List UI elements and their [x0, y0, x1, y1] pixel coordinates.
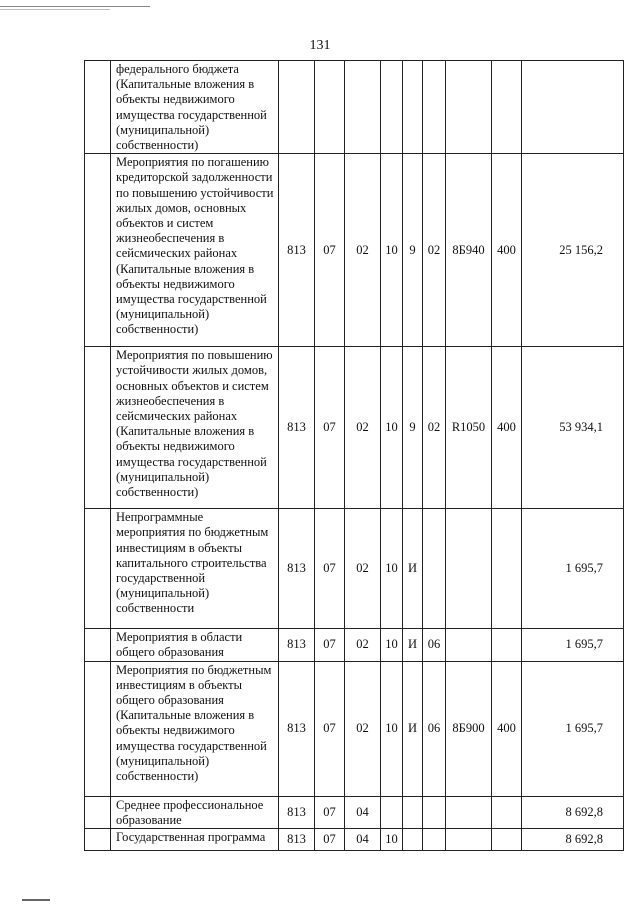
table-row: [85, 154, 624, 347]
vr-cell: [492, 796, 522, 828]
grbs-cell: 813: [279, 509, 315, 629]
vr-cell: [492, 829, 522, 851]
subprogram-code-cell: [403, 61, 423, 154]
rz-cell: 07: [315, 629, 345, 661]
grbs-cell: 813: [279, 661, 315, 796]
amount-cell: 53 934,1: [522, 347, 624, 509]
page-number: 131: [309, 38, 331, 53]
amount-cell: 25 156,2: [522, 154, 624, 347]
table-row: [85, 347, 624, 509]
subprogram-code-cell: И: [403, 509, 423, 629]
amount-cell: 1 695,7: [522, 509, 624, 629]
subprogram-code-cell: 9: [403, 154, 423, 347]
vr-cell: 400: [492, 347, 522, 509]
row-name: Мероприятия по погашению кредиторской задолженности по повышению устойчивости жилых домов, основных объектов и систем жизнеобеспечения в сейсмических районах (Капитальные вложения в объекты недвижимого имущества государственной (муниципальной) собственности): [111, 154, 279, 347]
pr-cell: 02: [345, 629, 381, 661]
measure-code-cell: [423, 509, 446, 629]
amount-cell: 8 692,8: [522, 829, 624, 851]
row-name: Мероприятия в области общего образования: [111, 629, 279, 661]
blank-cell: [85, 154, 111, 347]
scan-edge-mark: [0, 9, 110, 10]
measure-code-cell: 06: [423, 629, 446, 661]
csr-code-cell: R1050: [446, 347, 492, 509]
pr-cell: 02: [345, 509, 381, 629]
budget-table: [84, 60, 624, 851]
csr-code-cell: [446, 61, 492, 154]
row-name: федерального бюджета (Капитальные вложения в объекты недвижимого имущества государственной (муниципальной) собственности): [111, 61, 279, 154]
program-code-cell: [381, 796, 403, 828]
grbs-cell: 813: [279, 347, 315, 509]
blank-cell: [85, 509, 111, 629]
grbs-cell: 813: [279, 629, 315, 661]
measure-code-cell: 02: [423, 154, 446, 347]
csr-code-cell: [446, 829, 492, 851]
measure-code-cell: [423, 61, 446, 154]
subprogram-code-cell: И: [403, 661, 423, 796]
subprogram-code-cell: И: [403, 629, 423, 661]
pr-cell: 02: [345, 661, 381, 796]
program-code-cell: [381, 61, 403, 154]
rz-cell: 07: [315, 509, 345, 629]
program-code-cell: 10: [381, 347, 403, 509]
subprogram-code-cell: [403, 796, 423, 828]
pr-cell: 02: [345, 154, 381, 347]
program-code-cell: 10: [381, 661, 403, 796]
blank-cell: [85, 661, 111, 796]
rz-cell: 07: [315, 796, 345, 828]
table-row: [85, 661, 624, 796]
table-row: [85, 509, 624, 629]
measure-code-cell: [423, 796, 446, 828]
csr-code-cell: 8Б940: [446, 154, 492, 347]
pr-cell: 02: [345, 347, 381, 509]
blank-cell: [85, 796, 111, 828]
vr-cell: 400: [492, 154, 522, 347]
scan-edge-mark: [0, 6, 150, 7]
vr-cell: [492, 509, 522, 629]
program-code-cell: 10: [381, 154, 403, 347]
grbs-cell: 813: [279, 796, 315, 828]
vr-cell: [492, 61, 522, 154]
table-row: [85, 629, 624, 661]
amount-cell: [522, 61, 624, 154]
rz-cell: 07: [315, 829, 345, 851]
row-name: Государственная программа: [111, 829, 279, 851]
vr-cell: [492, 629, 522, 661]
subprogram-code-cell: [403, 829, 423, 851]
scan-edge-mark: [22, 899, 50, 901]
rz-cell: 07: [315, 347, 345, 509]
vr-cell: 400: [492, 661, 522, 796]
amount-cell: 8 692,8: [522, 796, 624, 828]
amount-cell: 1 695,7: [522, 661, 624, 796]
csr-code-cell: [446, 509, 492, 629]
row-name: Среднее профессиональное образование: [111, 796, 279, 828]
measure-code-cell: 06: [423, 661, 446, 796]
table-row: [85, 61, 624, 154]
rz-cell: [315, 61, 345, 154]
pr-cell: 04: [345, 796, 381, 828]
blank-cell: [85, 61, 111, 154]
grbs-cell: 813: [279, 154, 315, 347]
pr-cell: [345, 61, 381, 154]
pr-cell: 04: [345, 829, 381, 851]
blank-cell: [85, 629, 111, 661]
table-row: [85, 829, 624, 851]
program-code-cell: 10: [381, 509, 403, 629]
row-name: Мероприятия по бюджетным инвестициям в объекты общего образования (Капитальные вложения в объекты недвижимого имущества государственной (муниципальной) собственности): [111, 661, 279, 796]
program-code-cell: 10: [381, 629, 403, 661]
measure-code-cell: 02: [423, 347, 446, 509]
amount-cell: 1 695,7: [522, 629, 624, 661]
grbs-cell: 813: [279, 829, 315, 851]
csr-code-cell: [446, 629, 492, 661]
grbs-cell: [279, 61, 315, 154]
blank-cell: [85, 829, 111, 851]
row-name: Непрограммные мероприятия по бюджетным инвестициям в объекты капитального строительства государственной (муниципальной) собственности: [111, 509, 279, 629]
row-name: Мероприятия по повышению устойчивости жилых домов, основных объектов и систем жизнеобеспечения в сейсмических районах (Капитальные вложения в объекты недвижимого имущества государственной (муниципальной) собственности): [111, 347, 279, 509]
rz-cell: 07: [315, 154, 345, 347]
rz-cell: 07: [315, 661, 345, 796]
csr-code-cell: [446, 796, 492, 828]
csr-code-cell: 8Б900: [446, 661, 492, 796]
measure-code-cell: [423, 829, 446, 851]
program-code-cell: 10: [381, 829, 403, 851]
subprogram-code-cell: 9: [403, 347, 423, 509]
table-row: [85, 796, 624, 828]
blank-cell: [85, 347, 111, 509]
